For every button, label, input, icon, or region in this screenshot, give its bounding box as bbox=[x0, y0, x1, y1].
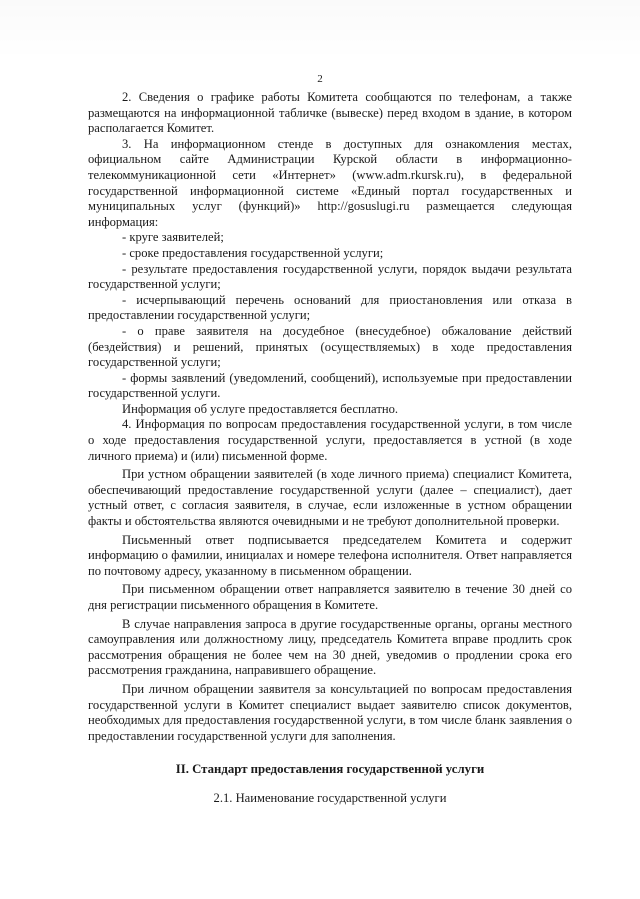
list-item-applicants: - круге заявителей; bbox=[122, 230, 224, 245]
list-item-grounds: - исчерпывающий перечень оснований для приостановления или отказа в предоставлении государственной услуги; bbox=[88, 292, 572, 323]
page-number: 2 bbox=[317, 73, 323, 85]
paragraph-written-deadline: При письменном обращении ответ направляется заявителю в течение 30 дней со дня регистрации письменного обращения в Комитете. bbox=[88, 582, 572, 612]
paragraph-free-info: Информация об услуге предоставляется бесплатно. bbox=[122, 401, 399, 416]
paragraph-consultation: При личном обращении заявителя за консультацией по вопросам предоставления государственной услуги в Комитет специалист выдает заявителю список документов, необходимых для предоставления государственной услуги, в том числе бланк заявления о предоставлении государственной услуги для заполнения. bbox=[88, 681, 572, 743]
paragraph-info-stand: 3. На информационном стенде в доступных для ознакомления местах, официальном сайте Администрации Курской области в информационно-телекоммуникационной сети «Интернет» (www.adm.rkursk.ru), в федеральной государственной информационной системе «Единый портал государственных и муниципальных услуг (функций)» http://gosuslugi.ru размещается следующая информация: bbox=[88, 136, 572, 229]
paragraph-written-answer: Письменный ответ подписывается председателем Комитета и содержит информацию о фамилии, инициалах и номере телефона исполнителя. Ответ направляется по почтовому адресу, указанному в письменном обращении. bbox=[88, 532, 572, 578]
scan-shading bbox=[0, 0, 640, 60]
document-body bbox=[88, 90, 572, 807]
paragraph-extension: В случае направления запроса в другие государственные органы, органы местного самоуправления или должностному лицу, председатель Комитета вправе продлить срок рассмотрения обращения не более чем на 30 дней, уведомив о продлении срока его рассмотрения гражданина, направившего обращение. bbox=[88, 616, 572, 678]
list-item-deadline: - сроке предоставления государственной услуги; bbox=[122, 245, 384, 260]
paragraph-schedule-info: 2. Сведения о графике работы Комитета сообщаются по телефонам, а также размещаются на информационной табличке (вывеске) перед входом в здание, в котором располагается Комитет. bbox=[88, 90, 572, 136]
list-item-appeal-right: - о праве заявителя на досудебное (внесудебное) обжалование действий (бездействия) и решений, принятых (осуществляемых) в ходе предоставления государственной услуги; bbox=[88, 323, 572, 370]
list-item-forms: - формы заявлений (уведомлений, сообщений), используемые при предоставлении государственной услуги. bbox=[88, 370, 572, 401]
paragraph-info-forms: 4. Информация по вопросам предоставления государственной услуги, в том числе о ходе предоставления государственной услуги, предоставляется в устной (в ходе личного приема) и (или) письменной форме. bbox=[88, 417, 572, 463]
paragraph-oral-appeal: При устном обращении заявителей (в ходе личного приема) специалист Комитета, обеспечивающий предоставление государственной услуги (далее – специалист), дает устный ответ, с согласия заявителя, в случае, если изложенные в устном обращении факты и обстоятельства являются очевидными и не требуют дополнительной проверки. bbox=[88, 467, 572, 529]
section-heading: II. Стандарт предоставления государственной услуги bbox=[175, 762, 485, 777]
subsection-heading: 2.1. Наименование государственной услуги bbox=[213, 790, 447, 805]
list-item-result: - результате предоставления государственной услуги, порядок выдачи результата государственной услуги; bbox=[88, 261, 572, 292]
